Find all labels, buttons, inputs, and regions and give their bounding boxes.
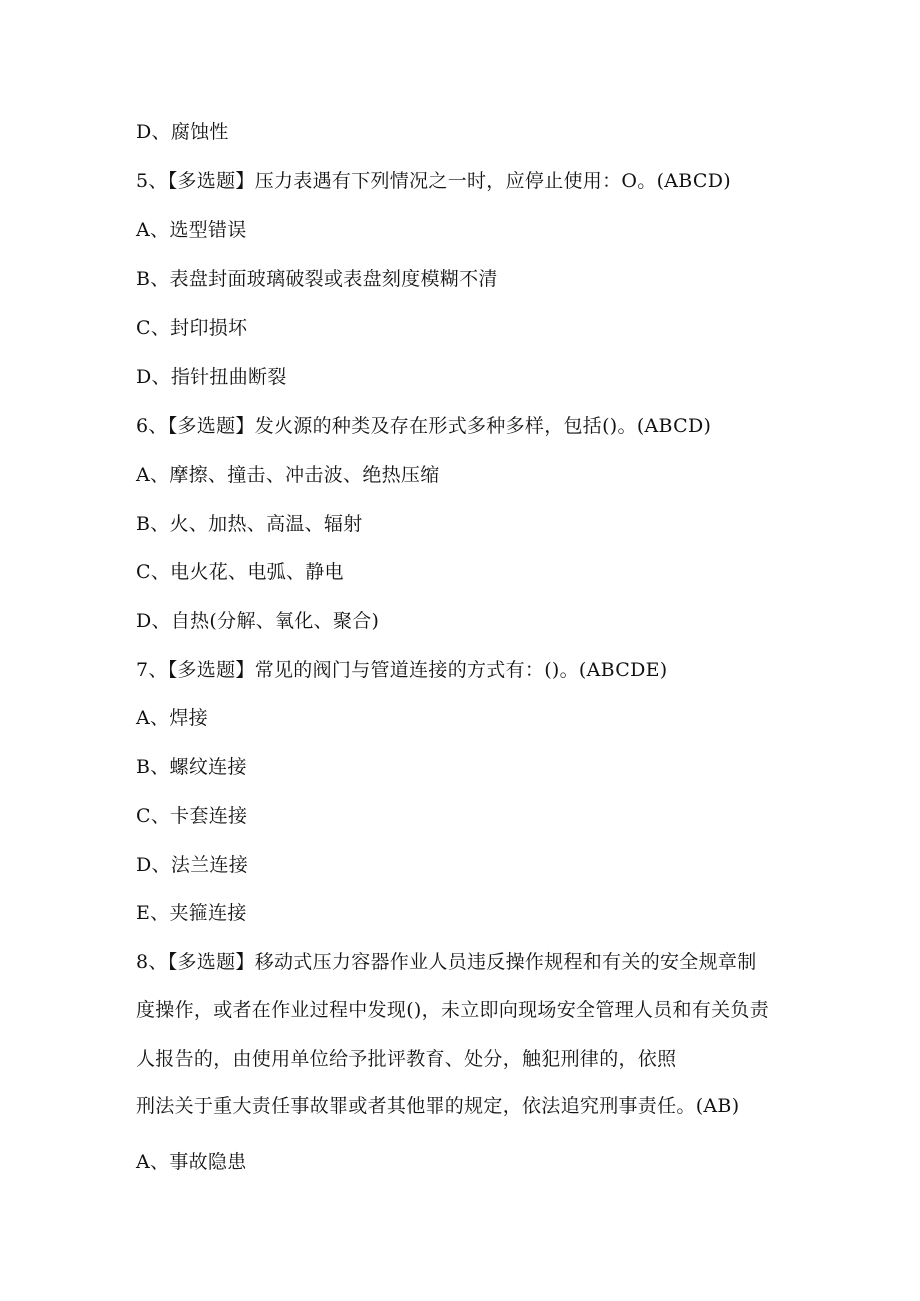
q6-option-a: A、摩擦、撞击、冲击波、绝热压缩: [136, 464, 440, 486]
q7-question: 7、【多选题】常见的阀门与管道连接的方式有：()。(ABCDE): [136, 659, 668, 681]
q6-option-d: D、自热(分解、氧化、聚合): [136, 610, 380, 632]
q7-option-a: A、焊接: [136, 707, 208, 729]
q8-question-line-2: 度操作，或者在作业过程中发现()，未立即向现场安全管理人员和有关负责: [136, 999, 770, 1021]
q8-question-line-4: 刑法关于重大责任事故罪或者其他罪的规定，依法追究刑事责任。(AB): [136, 1095, 740, 1117]
q6-question: 6、【多选题】发火源的种类及存在形式多种多样，包括()。(ABCD): [136, 415, 712, 437]
q5-option-a: A、选型错误: [136, 219, 247, 241]
q6-option-b: B、火、加热、高温、辐射: [136, 513, 363, 535]
q7-option-c: C、卡套连接: [136, 805, 248, 827]
q5-question: 5、【多选题】压力表遇有下列情况之一时，应停止使用：O。(ABCD): [136, 170, 731, 192]
q4-option-d: D、腐蚀性: [136, 121, 229, 143]
q8-question-line-1: 8、【多选题】移动式压力容器作业人员违反操作规程和有关的安全规章制: [136, 951, 757, 973]
q6-option-c: C、电火花、电弧、静电: [136, 561, 344, 583]
q7-option-b: B、螺纹连接: [136, 756, 247, 778]
q5-option-b: B、表盘封面玻璃破裂或表盘刻度模糊不清: [136, 268, 498, 290]
q7-option-d: D、法兰连接: [136, 854, 249, 876]
q5-option-c: C、封印损坏: [136, 317, 248, 339]
q7-option-e: E、夹箍连接: [136, 902, 247, 924]
q5-option-d: D、指针扭曲断裂: [136, 366, 287, 388]
q8-option-a: A、事故隐患: [136, 1151, 247, 1173]
q8-question-line-3: 人报告的，由使用单位给予批评教育、处分，触犯刑律的，依照: [136, 1048, 677, 1070]
